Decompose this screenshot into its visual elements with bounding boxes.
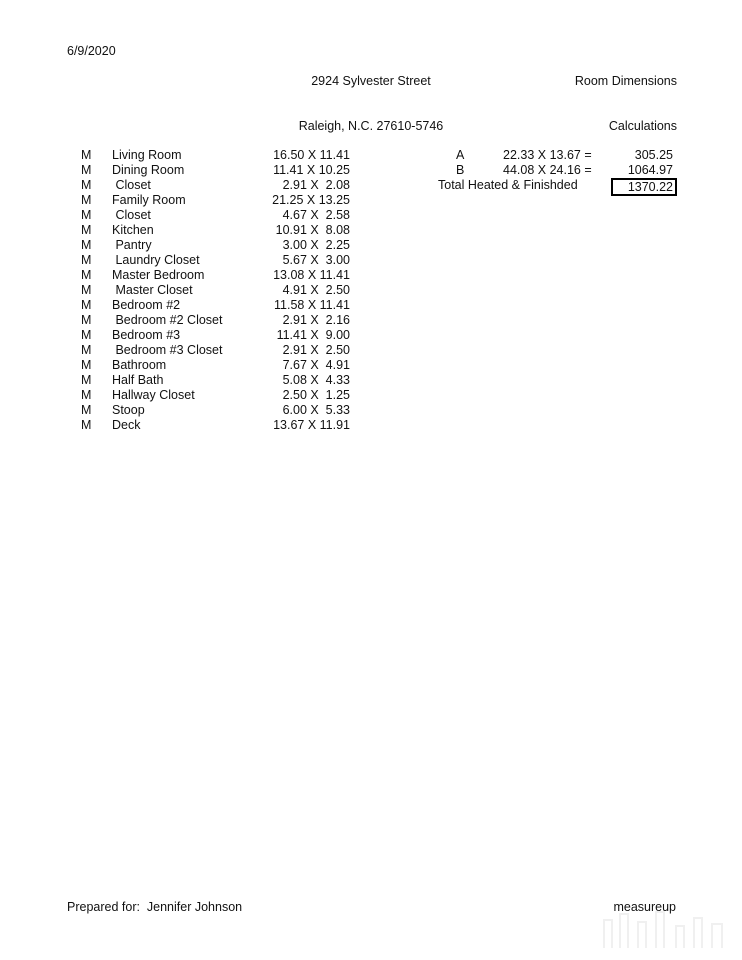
room-name: Bathroom [112, 358, 167, 373]
room-row [0, 328, 380, 343]
room-dimensions: 4.67 X 2.58 [282, 208, 350, 223]
room-level: M [81, 238, 92, 253]
room-dimensions: 11.41 X 10.25 [273, 163, 350, 178]
calc-label: A [456, 148, 465, 162]
room-name: Master Bedroom [112, 268, 205, 283]
room-dimensions: 21.25 X 13.25 [272, 193, 350, 208]
calculation-row [430, 163, 680, 178]
room-level: M [81, 313, 92, 328]
calc-expression: 22.33 X 13.67 = [503, 148, 592, 162]
room-row [0, 403, 380, 418]
report-date: 6/9/2020 [67, 44, 116, 58]
room-dimensions: 3.00 X 2.25 [282, 238, 350, 253]
room-level: M [81, 298, 92, 313]
room-row [0, 283, 380, 298]
calc-label: B [456, 163, 465, 178]
room-level: M [81, 253, 92, 268]
room-name: Bedroom #2 [112, 298, 181, 313]
area-calculations [430, 148, 680, 193]
room-name: Laundry Closet [112, 253, 200, 268]
room-row [0, 358, 380, 373]
room-name: Master Closet [112, 283, 193, 298]
address-street: 2924 Sylvester Street [311, 74, 431, 88]
room-name: Pantry [112, 238, 152, 253]
room-level: M [81, 283, 92, 298]
calc-expression: 44.08 X 24.16 = [503, 163, 592, 178]
room-dimensions: 2.91 X 2.50 [282, 343, 350, 358]
room-row [0, 223, 380, 238]
room-name: Hallway Closet [112, 388, 195, 403]
room-dimensions: 16.50 X 11.41 [273, 148, 350, 162]
room-name: Bedroom #2 Closet [112, 313, 223, 328]
total-label: Total Heated & Finishded [438, 178, 578, 193]
calculation-row [430, 148, 680, 163]
room-dimensions: 5.67 X 3.00 [282, 253, 350, 268]
room-name: Kitchen [112, 223, 154, 238]
room-row [0, 238, 380, 253]
room-row [0, 193, 380, 208]
room-row [0, 313, 380, 328]
calc-value: 305.25 [634, 148, 673, 162]
calc-value: 1064.97 [627, 163, 673, 178]
room-level: M [81, 208, 92, 223]
room-name: Half Bath [112, 373, 164, 388]
room-dimensions: 13.67 X 11.91 [273, 418, 350, 433]
watermark-logo [598, 908, 733, 950]
room-level: M [81, 373, 92, 388]
room-level: M [81, 343, 92, 358]
total-value-box: 1370.22 [611, 178, 677, 196]
room-level: M [81, 268, 92, 283]
room-dimensions: 11.41 X 9.00 [276, 328, 350, 343]
room-row [0, 388, 380, 403]
room-level: M [81, 148, 92, 162]
room-dimensions: 13.08 X 11.41 [273, 268, 350, 283]
room-dimensions: 10.91 X 8.08 [275, 223, 350, 238]
room-row [0, 343, 380, 358]
room-name: Closet [112, 178, 151, 193]
room-dimensions: 5.08 X 4.33 [282, 373, 350, 388]
room-row [0, 178, 380, 193]
room-name: Stoop [112, 403, 145, 418]
brand-name: measureup [613, 900, 676, 914]
room-row [0, 373, 380, 388]
prepared-for: Prepared for: Jennifer Johnson [67, 900, 243, 914]
report-title-line2: Calculations [608, 119, 677, 133]
room-dimensions: 2.91 X 2.08 [282, 178, 350, 193]
room-level: M [81, 358, 92, 373]
room-name: Closet [112, 208, 151, 223]
room-dimensions: 2.50 X 1.25 [282, 388, 350, 403]
room-row [0, 418, 380, 433]
total-row [430, 178, 680, 193]
room-level: M [81, 163, 92, 178]
room-level: M [81, 178, 92, 193]
room-level: M [81, 403, 92, 418]
room-dimensions: 4.91 X 2.50 [282, 283, 350, 298]
room-name: Dining Room [112, 163, 185, 178]
room-dimensions: 7.67 X 4.91 [282, 358, 350, 373]
room-level: M [81, 193, 92, 208]
room-row [0, 163, 380, 178]
room-row [0, 298, 380, 313]
room-name: Deck [112, 418, 141, 433]
room-level: M [81, 328, 92, 343]
report-title-line1: Room Dimensions [574, 74, 677, 88]
report-title [477, 44, 677, 149]
room-row [0, 148, 380, 163]
room-level: M [81, 418, 92, 433]
room-name: Living Room [112, 148, 182, 162]
room-level: M [81, 388, 92, 403]
room-dimensions: 6.00 X 5.33 [282, 403, 350, 418]
room-row [0, 208, 380, 223]
room-dimensions: 2.91 X 2.16 [282, 313, 350, 328]
room-row [0, 268, 380, 283]
room-name: Family Room [112, 193, 186, 208]
room-name: Bedroom #3 [112, 328, 181, 343]
room-dimensions: 11.58 X 11.41 [274, 298, 350, 313]
room-list [0, 148, 380, 433]
address-city: Raleigh, N.C. 27610-5746 [298, 119, 444, 133]
room-row [0, 253, 380, 268]
property-address [271, 44, 471, 149]
room-name: Bedroom #3 Closet [112, 343, 223, 358]
room-level: M [81, 223, 92, 238]
